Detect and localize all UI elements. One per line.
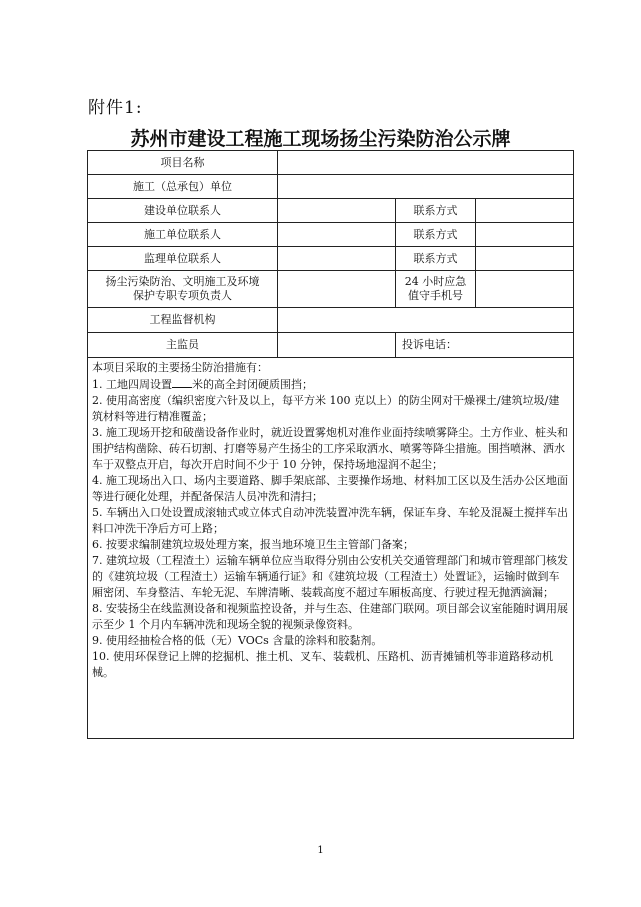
value-hotline[interactable]: [476, 271, 574, 308]
measure-6: 6. 按要求编制建筑垃圾处理方案，报当地环境卫生主管部门备案；: [92, 538, 414, 551]
label-supervisor: 主监员: [88, 333, 278, 358]
measures-box: [88, 358, 574, 739]
row-build-contact: [88, 199, 574, 223]
value-build-contact-method[interactable]: [476, 199, 574, 223]
label-super-contact-method: 联系方式: [396, 247, 476, 271]
value-contractor[interactable]: [278, 175, 574, 199]
label-authority: 工程监督机构: [88, 308, 278, 333]
measure-9: 9. 使用经抽检合格的低（无）VOCs 含量的涂料和胶黏剂。: [92, 634, 383, 647]
row-project-name: [88, 151, 574, 175]
row-dust-head: [88, 271, 574, 308]
public-notice-form: [87, 150, 574, 739]
value-project-name[interactable]: [278, 151, 574, 175]
row-supervisor: [88, 333, 574, 358]
label-complaint: 投诉电话：: [396, 333, 574, 358]
measure-10: 10. 使用环保登记上牌的挖掘机、推土机、叉车、装载机、压路机、沥青摊铺机等非道路移动机械。: [92, 650, 553, 679]
measure-5: 5. 车辆出入口处设置成滚轴式或立体式自动冲洗装置冲洗车辆，保证车身、车轮及混凝土搅拌车出料口冲洗干净后方可上路；: [92, 506, 568, 535]
label-dust-head-line2: 保护专职专项负责人: [133, 289, 232, 302]
label-build-contact-method: 联系方式: [396, 199, 476, 223]
value-constr-contact[interactable]: [278, 223, 396, 247]
row-contractor: [88, 175, 574, 199]
measure-1: [92, 376, 569, 393]
label-dust-head-line1: 扬尘污染防治、文明施工及环境: [105, 275, 260, 288]
value-build-contact[interactable]: [278, 199, 396, 223]
label-dust-head: [88, 271, 278, 308]
value-super-contact[interactable]: [278, 247, 396, 271]
label-hotline-line1: 24 小时应急: [404, 275, 467, 288]
value-supervisor[interactable]: [278, 333, 396, 358]
value-dust-head[interactable]: [278, 271, 396, 308]
measures-intro: 本项目采取的主要扬尘防治措施有：: [92, 361, 268, 374]
row-constr-contact: [88, 223, 574, 247]
page-title: 苏州市建设工程施工现场扬尘污染防治公示牌: [130, 128, 511, 150]
value-constr-contact-method[interactable]: [476, 223, 574, 247]
measure-8: 8. 安装扬尘在线监测设备和视频监控设备，并与生态、住建部门联网。项目部会议室能随时调用展示至少 1 个月内车辆冲洗和现场全貌的视频录像资料。: [92, 602, 568, 631]
measure-1-pre: 1. 工地四周设置: [92, 378, 172, 391]
measure-7: 7. 建筑垃圾（工程渣土）运输车辆单位应当取得分别由公安机关交通管理部门和城市管理部门核发的《建筑垃圾（工程渣土）运输车辆通行证》和《建筑垃圾（工程渣土）处置证》，运输时做到车厢密闭、车身整洁、车轮无泥、车牌清晰、装载高度不超过车厢板高度、行驶过程无抛洒滴漏；: [92, 554, 568, 599]
row-super-contact: [88, 247, 574, 271]
label-project-name: 项目名称: [88, 151, 278, 175]
measure-4: 4. 施工现场出入口、场内主要道路、脚手架底部、主要操作场地、材料加工区以及生活办公区地面等进行硬化处理，并配备保洁人员冲洗和清扫；: [92, 474, 568, 503]
measure-3: 3. 施工现场开挖和破凿设备作业时，就近设置雾炮机对准作业面持续喷雾降尘。土方作业、桩头和围护结构凿除、砖石切割、打磨等易产生扬尘的工序采取洒水、喷雾等降尘措施。围挡喷淋、洒水车于双整点开启，每次开启时间不少于 10 分钟，保持场地湿润不起尘；: [92, 426, 568, 471]
row-measures: [88, 358, 574, 739]
value-authority[interactable]: [278, 308, 574, 333]
measure-1-post: 米的高全封闭硬质围挡；: [192, 378, 313, 391]
label-super-contact: 监理单位联系人: [88, 247, 278, 271]
label-hotline-line2: 值守手机号: [408, 289, 463, 302]
attachment-label: 附件1:: [88, 98, 143, 118]
label-constr-contact-method: 联系方式: [396, 223, 476, 247]
row-authority: [88, 308, 574, 333]
label-contractor: 施工（总承包）单位: [88, 175, 278, 199]
fence-height-blank[interactable]: [172, 376, 192, 388]
label-build-contact: 建设单位联系人: [88, 199, 278, 223]
page-number: 1: [317, 845, 324, 856]
label-constr-contact: 施工单位联系人: [88, 223, 278, 247]
measure-2: 2. 使用高密度（编织密度六针及以上，每平方米 100 克以上）的防尘网对干燥裸土/建筑垃圾/建筑材料等进行精准覆盖；: [92, 394, 560, 423]
value-super-contact-method[interactable]: [476, 247, 574, 271]
label-hotline: [396, 271, 476, 308]
